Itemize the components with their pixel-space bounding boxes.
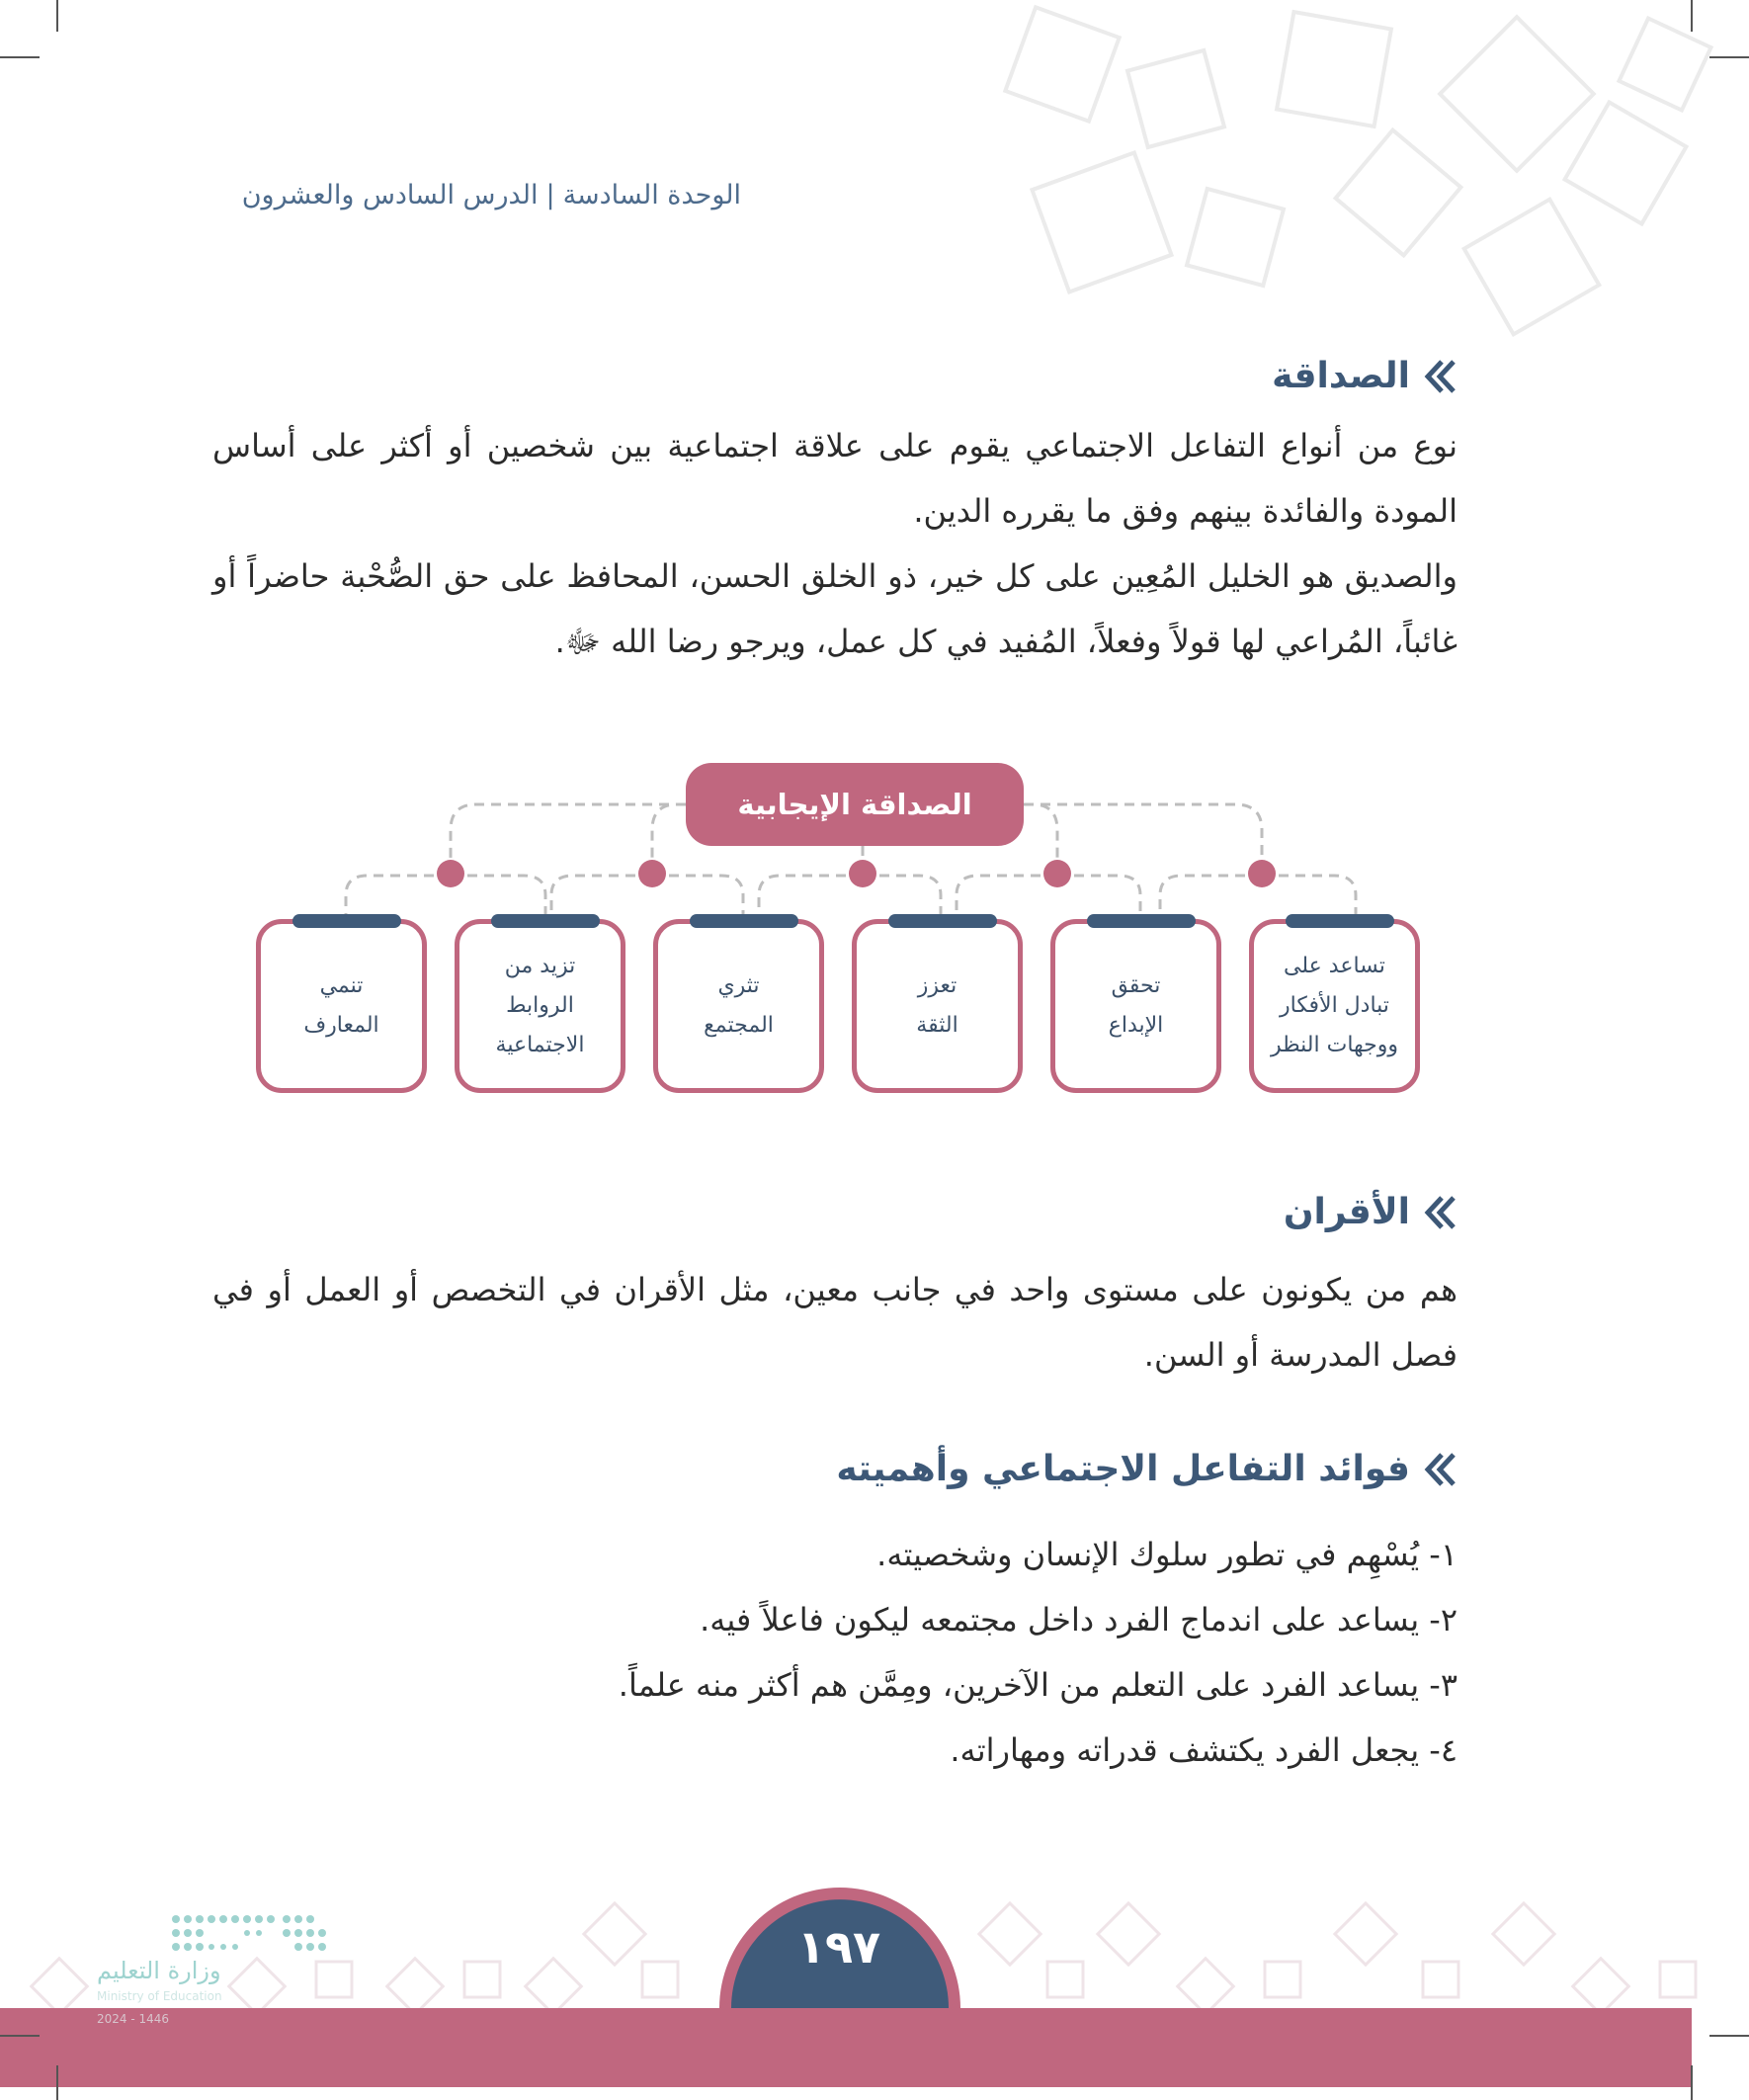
chart-card [455,919,625,1093]
card-line: الإبداع [1108,1013,1164,1038]
page-number: ١٩٧ [796,1920,881,1974]
chart-card [1249,919,1420,1093]
card-line: الثقة [916,1013,958,1038]
card-line: تثري [717,973,760,998]
chart-card [1050,919,1221,1093]
card-line: تعزز [917,973,958,998]
header-unit: الوحدة السادسة [562,180,741,210]
peers-title: الأقران [1283,1192,1410,1232]
running-header [242,180,741,210]
card-line: المجتمع [704,1013,774,1038]
chart-title: الصداقة الإيجابية [686,763,1024,846]
card-line: الاجتماعية [495,1033,585,1057]
benefits-list [212,1522,1458,1783]
ministry-logo-icon [172,1915,326,1951]
chevron-left-icon [1422,1451,1458,1488]
card-line: الروابط [506,993,574,1018]
friendship-paragraph-1: نوع من أنواع التفاعل الاجتماعي يقوم على علاقة اجتماعية بين شخصين أو أكثر على أساس المودة والفائدة بينهم وفق ما يقرره الدين. [212,427,1458,530]
ministry-name: وزارة التعليم [97,1957,221,1984]
chart-card [256,919,427,1093]
chevron-left-icon [1422,358,1458,395]
card-line: تنمي [319,973,364,998]
card-line: تزيد من [504,954,576,978]
card-line: تحقق [1111,973,1161,998]
benefits-title: فوائد التفاعل الاجتماعي وأهميته [836,1449,1410,1489]
card-line: تساعد على [1284,954,1385,978]
friendship-heading [1272,356,1458,396]
card-bar [888,914,997,928]
footer-band [0,2008,1692,2087]
chevron-left-icon [1422,1194,1458,1231]
card-bar [1087,914,1196,928]
friendship-title: الصداقة [1272,356,1410,396]
list-item: ٣- يساعد الفرد على التعلم من الآخرين، ومِمَّن هم أكثر منه علماً. [618,1666,1458,1704]
friendship-paragraph-2: والصديق هو الخليل المُعِين على كل خير، ذو الخلق الحسن، المحافظ على حق الصُّحْبة حاضراً أو غائباً، المُراعي لها قولاً وفعلاً، المُفيد في كل عمل، ويرجو رضا الله ﷻ. [212,557,1458,660]
card-bar [1286,914,1394,928]
list-item: ٢- يساعد على اندماج الفرد داخل مجتمعه ليكون فاعلاً فيه. [700,1601,1458,1638]
pattern-top-right [1005,7,1710,334]
chart-connector-dots [437,860,1276,887]
card-bar [292,914,401,928]
card-line: ووجهات النظر [1270,1033,1399,1057]
edition-year: 2024 - 1446 [97,2012,170,2026]
card-bar [491,914,600,928]
chart-card [653,919,824,1093]
list-item: ١- يُسْهِم في تطور سلوك الإنسان وشخصيته. [876,1536,1458,1573]
benefits-heading [836,1449,1458,1489]
card-line: المعارف [303,1013,379,1038]
peers-heading [1284,1192,1458,1232]
chart-card [852,919,1023,1093]
card-bar [690,914,798,928]
header-separator: | [545,180,555,210]
card-line: تبادل الأفكار [1280,993,1389,1018]
list-item: ٤- يجعل الفرد يكتشف قدراته ومهاراته. [950,1731,1458,1769]
ministry-name-en: Ministry of Education [97,1989,222,2003]
peers-paragraph: هم من يكونون على مستوى واحد في جانب معين، مثل الأقران في التخصص أو العمل أو في فصل المدرسة أو السن. [212,1271,1458,1374]
header-lesson: الدرس السادس والعشرون [241,180,539,210]
